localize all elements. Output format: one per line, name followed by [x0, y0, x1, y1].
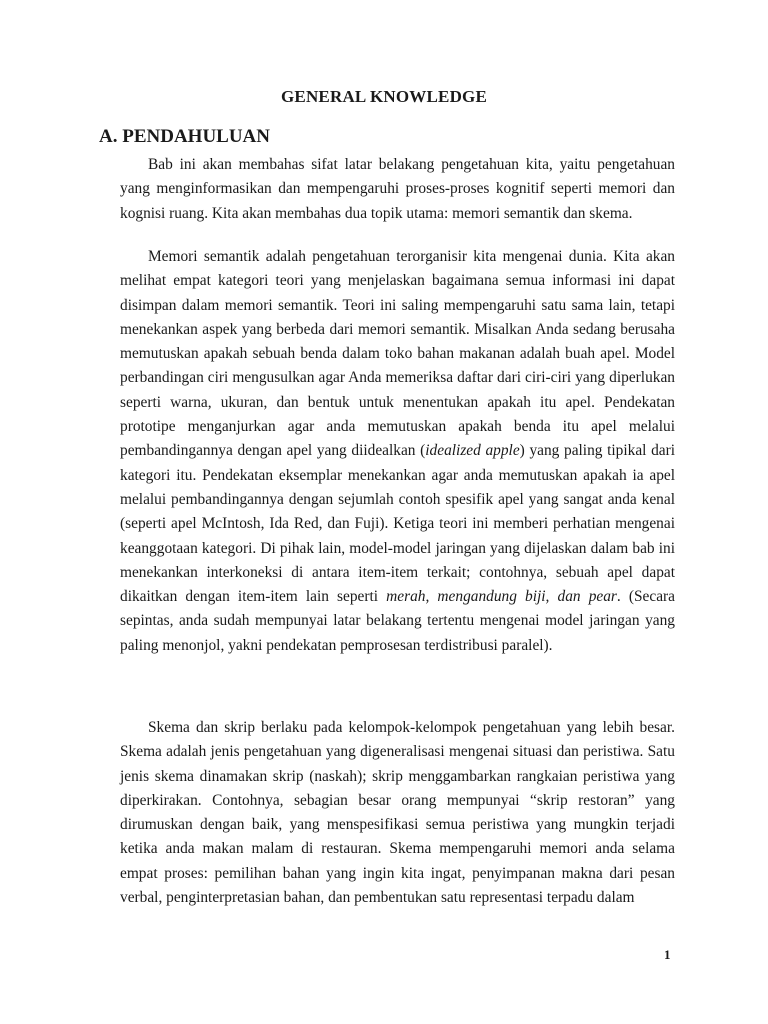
page-number: 1 [664, 947, 671, 962]
paragraph-text-segment: . (Secara sepintas, anda sudah mempunyai latar belakang tertentu mengenai model jaringan yang paling menonjol, yakni pendekatan pemprosesan terdistribusi paralel). [120, 588, 675, 654]
paragraph-introduction: Bab ini akan membahas sifat latar belakang pengetahuan kita, yaitu pengetahuan yang menginformasikan dan mempengaruhi proses-proses kognitif seperti memori dan kognisi ruang. Kita akan membahas dua topik utama: memori semantik dan skema. [120, 156, 675, 222]
italic-term: idealized apple [425, 442, 520, 460]
paragraph-text-segment: ) yang paling tipikal dari kategori itu. Pendekatan eksemplar menekankan agar anda memutuskan apakah ia apel melalui pembandingannya dengan sejumlah contoh spesifik apel yang sangat anda kenal (seperti apel McIntosh, Ida Red, dan Fuji). Ketiga teori ini memberi perhatian mengenai keanggotaan kategori. Di pihak lain, model-model jaringan yang dijelaskan dalam bab ini menekankan interkoneksi di antara item-item terkait; contohnya, sebuah apel dapat dikaitkan dengan item-item lain seperti [120, 442, 676, 606]
paragraph-text-segment: Memori semantik adalah pengetahuan terorganisir kita mengenai dunia. Kita akan melihat empat kategori teori yang menjelaskan bagaimana semua informasi ini dapat disimpan dalam memori semantik. Teori ini saling mempengaruhi satu sama lain, tetapi menekankan aspek yang berbeda dari memori semantik. Misalkan Anda sedang berusaha memutuskan apakah sebuah benda dalam toko bahan makanan adalah buah apel. Model perbandingan ciri mengusulkan agar Anda memeriksa daftar dari ciri-ciri yang diperlukan seperti warna, ukuran, dan bentuk untuk menentukan apakah itu apel. Pendekatan prototipe menganjurkan agar anda memutuskan apakah benda itu apel melalui pembandingannya dengan apel yang diidealkan ( [120, 248, 675, 460]
italic-term: merah, mengandung biji, dan pear [386, 588, 617, 606]
paragraph-semantic-memory [120, 245, 675, 658]
paragraph-schema-script: Skema dan skrip berlaku pada kelompok-kelompok pengetahuan yang lebih besar. Skema adalah jenis pengetahuan yang digeneralisasi mengenai situasi dan peristiwa. Satu jenis skema dinamakan skrip (naskah); skrip menggambarkan rangkaian peristiwa yang diperkirakan. Contohnya, sebagian besar orang mempunyai “skrip restoran” yang dirumuskan dengan baik, yang menspesifikasi semua peristiwa yang mungkin terjadi ketika anda makan malam di restauran. Skema mempengaruhi memori anda selama empat proses: pemilihan bahan yang ingin kita ingat, penyimpanan makna dari pesan verbal, penginterpretasian bahan, dan pembentukan satu representasi terpadu dalam [120, 719, 675, 907]
document-title: GENERAL KNOWLEDGE [280, 87, 488, 106]
section-heading: A. PENDAHULUAN [99, 126, 270, 147]
